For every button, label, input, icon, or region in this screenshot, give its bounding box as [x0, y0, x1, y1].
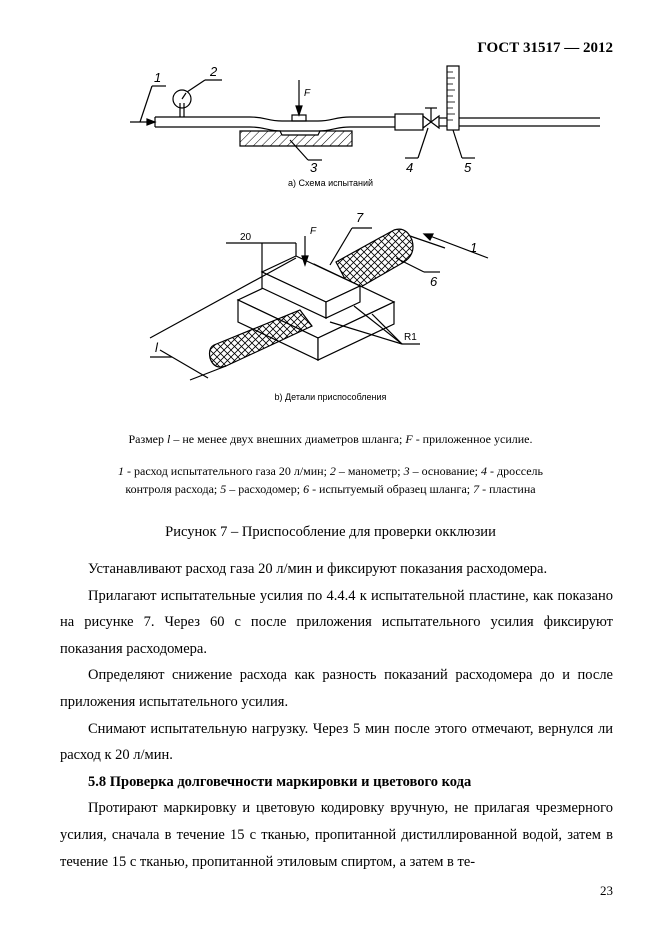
size-note: [0, 432, 661, 447]
label-1-a: 1: [154, 70, 162, 85]
document-header: ГОСТ 31517 — 2012: [477, 40, 613, 56]
label-r1: R1: [404, 332, 417, 343]
label-6-b: 6: [430, 274, 438, 289]
legend-t5: – расходомер;: [226, 482, 304, 496]
label-dim-20: 20: [240, 232, 252, 243]
paragraph-4: Снимают испытательную нагрузку. Через 5 мин после этого отмечают, вернулся ли расход к 20 л/мин.: [60, 720, 613, 764]
legend-line-1: [0, 464, 661, 479]
legend-t2: – манометр;: [335, 464, 404, 478]
label-force-a: F: [304, 88, 311, 99]
label-1-b: 1: [470, 240, 478, 255]
legend-t6: - испытуемый образец шланга;: [309, 482, 474, 496]
fixture-details: [150, 228, 488, 380]
test-scheme: [130, 66, 600, 160]
label-3-a: 3: [310, 160, 318, 175]
body-text: [60, 556, 613, 875]
paragraph-5: Протирают маркировку и цветовую кодировку вручную, не прилагая чрезмерного усилия, сначала в течение 15 с тканью, пропитанной дистиллированной водой, затем в течение 15 с тканью, пропитанной этиловым спиртом, а затем в те-: [60, 800, 613, 870]
size-note-pre: Размер: [128, 432, 167, 446]
label-4-a: 4: [406, 160, 414, 175]
legend-t3: – основание;: [409, 464, 481, 478]
size-note-mid: – не менее двух внешних диаметров шланга;: [170, 432, 406, 446]
figure-7-diagram: [0, 0, 661, 410]
caption-a: а) Схема испытаний: [287, 178, 374, 188]
legend-t7: - пластина: [479, 482, 536, 496]
legend-n5: 5: [220, 482, 227, 496]
legend-t4: - дроссель: [487, 464, 543, 478]
legend-t1: - расход испытательного газа 20 л/мин;: [124, 464, 330, 478]
section-heading-5-8: 5.8 Проверка долговечности маркировки и цветового кода: [88, 773, 472, 790]
paragraph-2: Прилагают испытательные усилия по 4.4.4 к испытательной пластине, как показано на рисунке 7. Через 60 с после приложения испытательного усилия фиксируют показания расходомера.: [60, 587, 613, 657]
label-5-a: 5: [464, 160, 472, 175]
legend-n6: 6: [303, 482, 310, 496]
legend-n1: 1: [118, 464, 124, 478]
caption-b: b) Детали приспособления: [274, 392, 387, 402]
legend-n3: 3: [403, 464, 410, 478]
size-note-var-l: l: [167, 432, 171, 446]
figure-title: Рисунок 7 – Приспособление для проверки окклюзии: [165, 524, 496, 540]
size-note-post: - приложенное усилие.: [412, 432, 533, 446]
size-note-var-f: F: [405, 432, 413, 446]
label-7-b: 7: [356, 210, 364, 225]
page-number: 23: [600, 883, 613, 898]
label-2-a: 2: [210, 64, 218, 79]
paragraph-3: Определяют снижение расхода как разность показаний расходомера до и после приложения испытательного усилия.: [60, 667, 613, 710]
label-force-b: F: [310, 226, 317, 237]
legend-t0: контроля расхода;: [125, 482, 221, 496]
legend-line-2: [0, 482, 661, 497]
legend-n4: 4: [481, 464, 487, 478]
legend-n7: 7: [473, 482, 480, 496]
legend-n2: 2: [329, 464, 336, 478]
label-dim-l: l: [155, 340, 158, 355]
paragraph-1: Устанавливают расход газа 20 л/мин и фиксируют показания расходомера.: [88, 561, 548, 577]
